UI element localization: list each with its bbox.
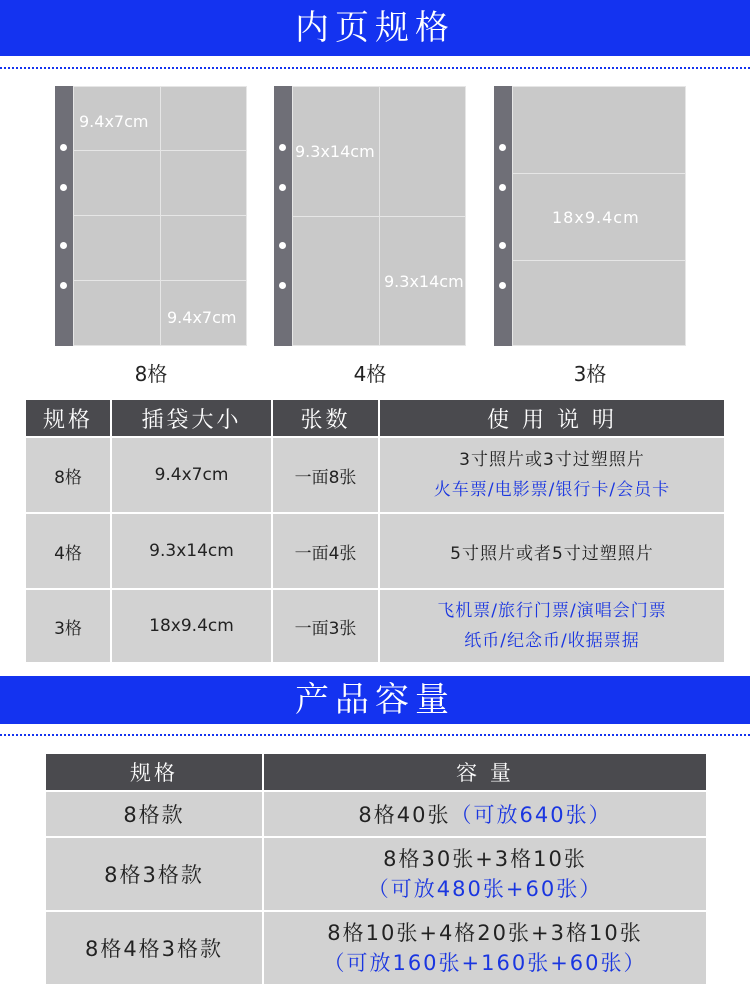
spec-cell: 8格款: [46, 792, 262, 836]
spec-cell: 8格4格3格款: [46, 912, 262, 984]
column-header: 规格: [26, 400, 110, 436]
pocket: [379, 86, 466, 217]
column-header: 张数: [273, 400, 378, 436]
hole-icon: [60, 282, 67, 289]
section-banner-capacity: [0, 676, 750, 724]
usage-line-highlight: 纸币/纪念币/收据票据: [464, 631, 640, 651]
hole-icon: [499, 282, 506, 289]
hole-icon: [60, 184, 67, 191]
page-diagram-8: [55, 86, 247, 346]
size-cell: 9.3x14cm: [112, 514, 271, 588]
pocket: [73, 150, 161, 216]
hole-icon: [279, 242, 286, 249]
pocket-size-label: 18x9.4cm: [552, 208, 640, 227]
pocket: [73, 215, 161, 281]
spec-cell: 8格3格款: [46, 838, 262, 910]
column-header: 容 量: [264, 754, 706, 790]
pocket: [160, 215, 247, 281]
spec-cell: 8格: [26, 438, 110, 512]
spec-cell: 4格: [26, 514, 110, 588]
usage-line-highlight: 火车票/电影票/银行卡/会员卡: [433, 480, 671, 500]
size-cell: 9.4x7cm: [112, 438, 271, 512]
count-cell: 一面3张: [273, 590, 378, 662]
hole-icon: [499, 144, 506, 151]
hole-icon: [279, 282, 286, 289]
pocket-size-label: 9.4x7cm: [167, 308, 237, 327]
size-cell: 18x9.4cm: [112, 590, 271, 662]
pocket: [73, 280, 161, 346]
pocket: [160, 86, 247, 151]
count-cell: 一面4张: [273, 514, 378, 588]
capacity-cell: [264, 792, 706, 836]
page-diagram-4: [274, 86, 466, 346]
binder-spine: [274, 86, 292, 346]
hole-icon: [499, 184, 506, 191]
hole-icon: [499, 242, 506, 249]
usage-cell: [380, 514, 724, 588]
capacity-line: 8格40张: [358, 803, 451, 827]
pocket-size-label: 9.3x14cm: [295, 142, 375, 161]
hole-icon: [279, 184, 286, 191]
usage-cell: [380, 438, 724, 512]
divider: [0, 67, 750, 69]
hole-icon: [60, 144, 67, 151]
diagram-caption: 4格: [353, 362, 387, 386]
count-cell: 一面8张: [273, 438, 378, 512]
table-row: [46, 838, 706, 910]
capacity-total: （可放640张）: [450, 803, 612, 827]
pocket: [512, 86, 686, 174]
section-title: 内页规格: [295, 8, 455, 48]
table-header-row: [46, 754, 706, 790]
table-row: [46, 792, 706, 836]
column-header: 插袋大小: [112, 400, 271, 436]
diagram-caption: 3格: [573, 362, 607, 386]
page-diagram-3: [494, 86, 686, 346]
hole-icon: [279, 144, 286, 151]
binder-spine: [55, 86, 73, 346]
usage-line: 3寸照片或3寸过塑照片: [459, 450, 645, 470]
column-header: 使 用 说 明: [380, 400, 724, 436]
usage-cell: [380, 590, 724, 662]
usage-line: 5寸照片或者5寸过塑照片: [450, 543, 654, 564]
section-banner-specs: [0, 0, 750, 56]
pocket: [292, 216, 380, 346]
pocket: [512, 260, 686, 346]
spec-cell: 3格: [26, 590, 110, 662]
usage-line-highlight: 飞机票/旅行门票/演唱会门票: [437, 601, 667, 621]
table-row: [26, 438, 724, 512]
hole-icon: [60, 242, 67, 249]
table-row: [46, 912, 706, 984]
pocket-size-label: 9.3x14cm: [384, 272, 464, 291]
capacity-total: （可放160张+160张+60张）: [323, 951, 647, 975]
capacity-cell: [264, 838, 706, 910]
table-header-row: [26, 400, 724, 436]
diagram-caption: 8格: [134, 362, 168, 386]
pocket: [160, 150, 247, 216]
table-row: [26, 590, 724, 662]
section-title: 产品容量: [295, 680, 455, 720]
capacity-total: （可放480张+60张）: [367, 877, 603, 901]
pocket-size-label: 9.4x7cm: [79, 112, 149, 131]
capacity-line: 8格10张+4格20张+3格10张: [327, 921, 643, 945]
divider: [0, 734, 750, 736]
capacity-cell: [264, 912, 706, 984]
table-row: [26, 514, 724, 588]
spec-table: [24, 398, 726, 664]
binder-spine: [494, 86, 512, 346]
capacity-line: 8格30张+3格10张: [383, 847, 587, 871]
column-header: 规格: [46, 754, 262, 790]
capacity-table: [44, 752, 708, 986]
